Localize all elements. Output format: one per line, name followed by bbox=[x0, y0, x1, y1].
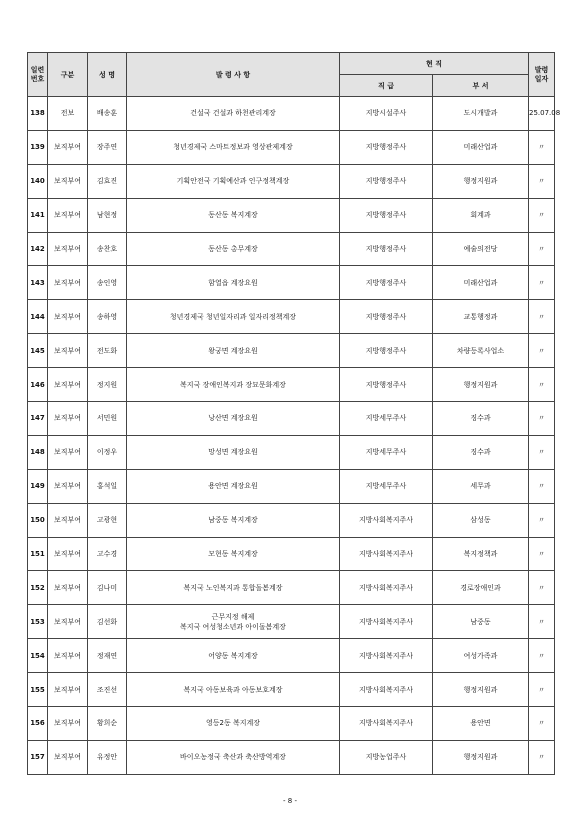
header-dept: 부 서 bbox=[433, 75, 529, 97]
cell-name: 김나미 bbox=[88, 571, 127, 605]
table-row bbox=[28, 740, 555, 774]
cell-date: 〃 bbox=[529, 334, 555, 368]
table-row bbox=[28, 368, 555, 402]
cell-date: 〃 bbox=[529, 605, 555, 639]
header-no-line: 번호 bbox=[30, 74, 45, 83]
duty-line: 청년경제국 청년일자리과 일자리정책계장 bbox=[169, 312, 297, 321]
cell-duty bbox=[127, 673, 340, 707]
duty-line: 청년경제국 스마트정보과 영상관제계장 bbox=[173, 143, 293, 152]
cell-grade: 지방사회복지주사 bbox=[340, 537, 433, 571]
cell-name: 고수경 bbox=[88, 537, 127, 571]
cell-dept: 미래산업과 bbox=[433, 130, 529, 164]
cell-name: 유정안 bbox=[88, 740, 127, 774]
cell-grade: 지방행정주사 bbox=[340, 368, 433, 402]
duty-line: 왕궁면 계장요원 bbox=[208, 346, 258, 355]
cell-grade: 지방행정주사 bbox=[340, 130, 433, 164]
table-row bbox=[28, 537, 555, 571]
duty-line: 복지국 장애인복지과 장묘문화계장 bbox=[180, 380, 286, 389]
cell-duty bbox=[127, 435, 340, 469]
cell-name: 조진선 bbox=[88, 673, 127, 707]
cell-name: 고광현 bbox=[88, 503, 127, 537]
table-row bbox=[28, 503, 555, 537]
cell-dept: 예술의전당 bbox=[433, 232, 529, 266]
cell-grade: 지방사회복지주사 bbox=[340, 673, 433, 707]
cell-category: 보직부여 bbox=[48, 232, 88, 266]
cell-dept: 도시개발과 bbox=[433, 97, 529, 131]
cell-date: 〃 bbox=[529, 198, 555, 232]
table-row bbox=[28, 266, 555, 300]
duty-line: 복지국 아동보육과 아동보호계장 bbox=[183, 685, 283, 694]
cell-grade: 지방세무주사 bbox=[340, 469, 433, 503]
cell-no: 142 bbox=[28, 232, 48, 266]
duty-line: 영등2동 복지계장 bbox=[205, 719, 260, 728]
cell-grade: 지방사회복지주사 bbox=[340, 503, 433, 537]
table-row bbox=[28, 232, 555, 266]
cell-category: 보직부여 bbox=[48, 164, 88, 198]
cell-category: 보직부여 bbox=[48, 571, 88, 605]
cell-date: 〃 bbox=[529, 164, 555, 198]
cell-name: 배송훈 bbox=[88, 97, 127, 131]
cell-duty bbox=[127, 469, 340, 503]
table-row bbox=[28, 300, 555, 334]
table-row bbox=[28, 435, 555, 469]
header-current-position: 현 직 bbox=[340, 53, 529, 75]
cell-grade: 지방세무주사 bbox=[340, 402, 433, 436]
page-number: - 8 - bbox=[283, 797, 297, 805]
cell-no: 144 bbox=[28, 300, 48, 334]
cell-date: 〃 bbox=[529, 300, 555, 334]
cell-category: 보직부여 bbox=[48, 503, 88, 537]
cell-category: 보직부여 bbox=[48, 368, 88, 402]
cell-category: 보직부여 bbox=[48, 537, 88, 571]
cell-category: 보직부여 bbox=[48, 198, 88, 232]
cell-grade: 지방행정주사 bbox=[340, 232, 433, 266]
cell-date: 〃 bbox=[529, 707, 555, 741]
cell-grade: 지방행정주사 bbox=[340, 164, 433, 198]
cell-name: 김선화 bbox=[88, 605, 127, 639]
cell-category: 보직부여 bbox=[48, 605, 88, 639]
table-row bbox=[28, 639, 555, 673]
cell-category: 보직부여 bbox=[48, 469, 88, 503]
duty-line: 함열읍 계장요원 bbox=[208, 278, 258, 287]
cell-duty bbox=[127, 164, 340, 198]
cell-dept: 회계과 bbox=[433, 198, 529, 232]
cell-date: 〃 bbox=[529, 639, 555, 673]
duty-line: 근무지정 해제 bbox=[211, 612, 255, 621]
cell-date: 〃 bbox=[529, 469, 555, 503]
cell-name: 홍석일 bbox=[88, 469, 127, 503]
cell-date: 〃 bbox=[529, 571, 555, 605]
cell-duty bbox=[127, 537, 340, 571]
table-row bbox=[28, 198, 555, 232]
duty-line: 복지국 노인복지과 통합돌봄계장 bbox=[183, 583, 283, 592]
cell-category: 보직부여 bbox=[48, 130, 88, 164]
cell-name: 장주연 bbox=[88, 130, 127, 164]
header-name: 성 명 bbox=[88, 53, 127, 97]
cell-grade: 지방농업주사 bbox=[340, 740, 433, 774]
cell-dept: 행정지원과 bbox=[433, 673, 529, 707]
cell-category: 보직부여 bbox=[48, 707, 88, 741]
cell-no: 145 bbox=[28, 334, 48, 368]
cell-grade: 지방사회복지주사 bbox=[340, 707, 433, 741]
cell-name: 이정우 bbox=[88, 435, 127, 469]
cell-no: 139 bbox=[28, 130, 48, 164]
cell-duty bbox=[127, 571, 340, 605]
duty-line: 건설국 건설과 하천관리계장 bbox=[190, 109, 276, 118]
cell-no: 147 bbox=[28, 402, 48, 436]
cell-name: 송인영 bbox=[88, 266, 127, 300]
cell-grade: 지방행정주사 bbox=[340, 198, 433, 232]
cell-no: 146 bbox=[28, 368, 48, 402]
cell-date: 〃 bbox=[529, 503, 555, 537]
cell-date: 〃 bbox=[529, 130, 555, 164]
cell-duty bbox=[127, 266, 340, 300]
cell-date: 〃 bbox=[529, 232, 555, 266]
cell-name: 송하영 bbox=[88, 300, 127, 334]
cell-no: 143 bbox=[28, 266, 48, 300]
cell-name: 정재연 bbox=[88, 639, 127, 673]
table-row bbox=[28, 707, 555, 741]
duty-line: 낭산면 계장요원 bbox=[208, 414, 258, 423]
cell-dept: 경로장애인과 bbox=[433, 571, 529, 605]
cell-grade: 지방행정주사 bbox=[340, 300, 433, 334]
cell-date: 〃 bbox=[529, 537, 555, 571]
cell-dept: 행정지원과 bbox=[433, 368, 529, 402]
cell-grade: 지방사회복지주사 bbox=[340, 639, 433, 673]
cell-dept: 삼성동 bbox=[433, 503, 529, 537]
duty-line: 복지국 여성청소년과 아이돌봄계장 bbox=[180, 622, 286, 631]
cell-category: 보직부여 bbox=[48, 740, 88, 774]
cell-name: 정지원 bbox=[88, 368, 127, 402]
cell-category: 보직부여 bbox=[48, 334, 88, 368]
header-date bbox=[529, 53, 555, 97]
cell-no: 141 bbox=[28, 198, 48, 232]
duty-line: 기획안전국 기획예산과 인구정책계장 bbox=[176, 177, 290, 186]
table-body bbox=[28, 97, 561, 775]
header-grade: 직 급 bbox=[340, 75, 433, 97]
cell-grade: 지방사회복지주사 bbox=[340, 605, 433, 639]
cell-no: 138 bbox=[28, 97, 48, 131]
table-row bbox=[28, 334, 555, 368]
cell-name: 송찬호 bbox=[88, 232, 127, 266]
cell-date: 25.07.08 bbox=[529, 97, 555, 131]
table-row bbox=[28, 97, 555, 131]
cell-dept: 교통행정과 bbox=[433, 300, 529, 334]
cell-grade: 지방행정주사 bbox=[340, 266, 433, 300]
header-date-line: 일자 bbox=[534, 74, 549, 83]
table-row bbox=[28, 164, 555, 198]
cell-dept: 미래산업과 bbox=[433, 266, 529, 300]
cell-category: 보직부여 bbox=[48, 639, 88, 673]
cell-dept: 차량등록사업소 bbox=[433, 334, 529, 368]
cell-category: 보직부여 bbox=[48, 266, 88, 300]
cell-duty bbox=[127, 639, 340, 673]
duty-line: 동산동 총무계장 bbox=[208, 244, 258, 253]
table-row bbox=[28, 402, 555, 436]
cell-dept: 행정지원과 bbox=[433, 740, 529, 774]
cell-date: 〃 bbox=[529, 402, 555, 436]
cell-name: 전도화 bbox=[88, 334, 127, 368]
cell-grade: 지방시설주사 bbox=[340, 97, 433, 131]
cell-dept: 세무과 bbox=[433, 469, 529, 503]
cell-dept: 복지정책과 bbox=[433, 537, 529, 571]
duty-line: 모현동 복지계장 bbox=[208, 549, 258, 558]
cell-no: 156 bbox=[28, 707, 48, 741]
header-duty: 발 령 사 항 bbox=[127, 53, 340, 97]
cell-duty bbox=[127, 402, 340, 436]
table-row bbox=[28, 469, 555, 503]
cell-duty bbox=[127, 198, 340, 232]
duty-line: 어양동 복지계장 bbox=[208, 651, 258, 660]
table-row bbox=[28, 130, 555, 164]
cell-no: 153 bbox=[28, 605, 48, 639]
cell-category: 보직부여 bbox=[48, 300, 88, 334]
cell-date: 〃 bbox=[529, 740, 555, 774]
cell-date: 〃 bbox=[529, 435, 555, 469]
table-row bbox=[28, 673, 555, 707]
duty-line: 망성면 계장요원 bbox=[208, 448, 258, 457]
cell-duty bbox=[127, 130, 340, 164]
cell-name: 남현정 bbox=[88, 198, 127, 232]
cell-date: 〃 bbox=[529, 266, 555, 300]
cell-category: 보직부여 bbox=[48, 402, 88, 436]
cell-dept: 징수과 bbox=[433, 435, 529, 469]
cell-duty bbox=[127, 368, 340, 402]
cell-no: 157 bbox=[28, 740, 48, 774]
cell-name: 서민원 bbox=[88, 402, 127, 436]
cell-dept: 여성가족과 bbox=[433, 639, 529, 673]
cell-no: 152 bbox=[28, 571, 48, 605]
cell-duty bbox=[127, 232, 340, 266]
header-date-line: 발령 bbox=[534, 65, 549, 74]
duty-line: 바이오농정국 축산과 축산방역계장 bbox=[180, 753, 286, 762]
cell-no: 154 bbox=[28, 639, 48, 673]
table-row bbox=[28, 571, 555, 605]
header-no-line: 일련 bbox=[30, 65, 45, 74]
cell-no: 151 bbox=[28, 537, 48, 571]
cell-no: 148 bbox=[28, 435, 48, 469]
cell-no: 150 bbox=[28, 503, 48, 537]
header-no bbox=[28, 53, 48, 97]
header-category: 구분 bbox=[48, 53, 88, 97]
cell-no: 140 bbox=[28, 164, 48, 198]
cell-category: 보직부여 bbox=[48, 435, 88, 469]
cell-category: 보직부여 bbox=[48, 673, 88, 707]
duty-line: 동산동 복지계장 bbox=[208, 211, 258, 220]
cell-name: 김효진 bbox=[88, 164, 127, 198]
cell-dept: 용안면 bbox=[433, 707, 529, 741]
cell-no: 155 bbox=[28, 673, 48, 707]
cell-date: 〃 bbox=[529, 673, 555, 707]
cell-duty bbox=[127, 740, 340, 774]
table-row bbox=[28, 605, 555, 639]
cell-duty bbox=[127, 605, 340, 639]
cell-dept: 징수과 bbox=[433, 402, 529, 436]
cell-grade: 지방사회복지주사 bbox=[340, 571, 433, 605]
duty-line: 남중동 복지계장 bbox=[208, 516, 258, 525]
cell-grade: 지방세무주사 bbox=[340, 435, 433, 469]
cell-duty bbox=[127, 97, 340, 131]
cell-name: 황희순 bbox=[88, 707, 127, 741]
cell-category: 전보 bbox=[48, 97, 88, 131]
cell-dept: 행정지원과 bbox=[433, 164, 529, 198]
cell-duty bbox=[127, 300, 340, 334]
cell-duty bbox=[127, 707, 340, 741]
cell-duty bbox=[127, 503, 340, 537]
duty-line: 용안면 계장요원 bbox=[208, 482, 258, 491]
cell-duty bbox=[127, 334, 340, 368]
cell-dept: 남중동 bbox=[433, 605, 529, 639]
cell-grade: 지방행정주사 bbox=[340, 334, 433, 368]
personnel-table bbox=[27, 52, 561, 775]
cell-date: 〃 bbox=[529, 368, 555, 402]
cell-no: 149 bbox=[28, 469, 48, 503]
